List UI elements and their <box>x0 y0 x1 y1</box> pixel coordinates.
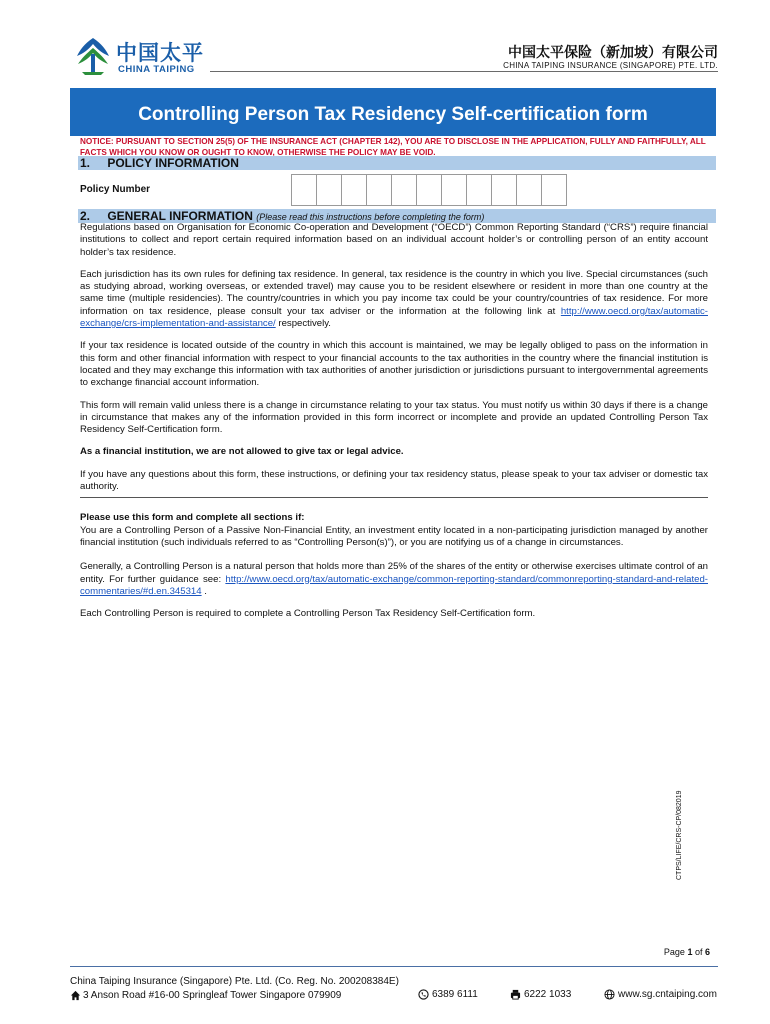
section-2-note: (Please read this instructions before completing the form) <box>256 212 485 222</box>
questions-paragraph: If you have any questions about this form, these instructions, or defining your tax residency status, please speak to your tax adviser or domestic tax authority. <box>80 468 708 493</box>
form-title: Controlling Person Tax Residency Self-certification form <box>70 88 716 136</box>
tax-residence-paragraph: Each jurisdiction has its own rules for defining tax residence. In general, tax residence is the country in which you live. Special circumstances (such as studying abroad, working overseas, or extended travel) may cause you to be resident elsewhere or resident in more than one country at the same time (multiple residencies). The country/countries in which you pay income tax could be your country/countries of tax residence. For more information on tax residence, please consult your tax adviser or the information at the following link at http://www.oecd.org/tax/automatic-exchange/crs-implementation-and-assistance/ respectively. <box>80 268 708 330</box>
section-divider <box>80 497 708 498</box>
policy-number-digit-box[interactable] <box>366 174 392 206</box>
company-name-chinese: 中国太平保险（新加坡）有限公司 <box>508 45 718 61</box>
crs-paragraph: Regulations based on Organisation for Economic Co-operation and Development (“OECD”) Common Reporting Standard (“CRS”) require financial institutions to collect and report certain required information based on an individual account holder’s or controlling person of an entity account holder’s tax residence. <box>80 222 708 258</box>
legal-notice: NOTICE: PURSUANT TO SECTION 25(5) OF THE INSURANCE ACT (CHAPTER 142), YOU ARE TO DISCLOSE IN THE APPLICATION, FULLY AND FAITHFULLY, ALL FACTS WHICH YOU KNOW OR OUGHT TO KNOW, OTHERWISE THE POLICY MAY BE VOID. <box>80 137 706 157</box>
section-2-header <box>78 209 716 223</box>
policy-number-digit-box[interactable] <box>316 174 342 206</box>
controlling-person-definition: Generally, a Controlling Person is a natural person that holds more than 25% of the shares of the entity or otherwise exercises ultimate control of an entity. For further guidance see: http://www.oecd.org/tax/automatic-exchange/common-reporting-standard/commonreporting-standard-and-related-commentaries/#d.en.345314 . <box>80 561 708 597</box>
footer-company: China Taiping Insurance (Singapore) Pte. Ltd. (Co. Reg. No. 200208384E) <box>70 976 399 987</box>
policy-number-digit-box[interactable] <box>291 174 317 206</box>
footer-divider <box>70 966 718 967</box>
footer-website: www.sg.cntaiping.com <box>604 989 717 1000</box>
oecd-crs-implementation-link[interactable]: http://www.oecd.org/tax/automatic-exchange/crs-implementation-and-assistance/ <box>80 305 708 330</box>
page-number: Page 1 of 6 <box>663 947 710 957</box>
usage-paragraph: Please use this form and complete all sections if: You are a Controlling Person of a Passive Non-Financial Entity, an investment entity located in a non-participating jurisdiction managed by another financial institution (such individuals referred to as “Controlling Person(s)”), or you are notifying us of a change in circumstances. <box>80 512 708 548</box>
company-name-english: CHINA TAIPING INSURANCE (SINGAPORE) PTE. LTD. <box>503 61 718 70</box>
header-divider <box>210 71 718 72</box>
general-information-body <box>80 222 708 630</box>
validity-paragraph: This form will remain valid unless there is a change in circumstance relating to your tax status. You must notify us within 30 days if there is a change in circumstance that makes any of the information provided in this form incorrect or incomplete and provide an updated Controlling Person Tax Residency Self-Certification form. <box>80 399 708 436</box>
policy-number-digit-box[interactable] <box>441 174 467 206</box>
section-1-header <box>78 156 716 170</box>
company-logo <box>74 36 214 76</box>
policy-number-digit-box[interactable] <box>541 174 567 206</box>
policy-number-digit-box[interactable] <box>466 174 492 206</box>
section-2-title: GENERAL INFORMATION <box>107 209 253 223</box>
foreign-residence-paragraph: If your tax residence is located outside of the country in which this account is maintained, we may be legally obliged to pass on the information in this form and other financial information with respect to your financial accounts to the tax authorities in the country where the financial institution is located and they may exchange this information with tax authorities of another jurisdiction or jurisdictions pursuant to intergovernmental agreements to exchange financial account information. <box>80 340 708 389</box>
no-advice-statement: As a financial institution, we are not allowed to give tax or legal advice. <box>80 446 404 458</box>
usage-heading: Please use this form and complete all sections if: <box>80 512 305 524</box>
policy-number-digit-box[interactable] <box>491 174 517 206</box>
policy-number-digit-box[interactable] <box>391 174 417 206</box>
logo-english-text: CHINA TAIPING <box>118 64 195 75</box>
section-2-number: 2. <box>80 209 91 223</box>
fax-icon <box>510 989 521 1000</box>
policy-number-input[interactable] <box>292 174 567 206</box>
form-code: CTPS/LIFE/CRS-CP/082019 <box>676 790 683 880</box>
footer-phone: 6389 6111 <box>418 989 478 1000</box>
footer-fax: 6222 1033 <box>510 989 571 1000</box>
policy-number-digit-box[interactable] <box>341 174 367 206</box>
section-1-title: POLICY INFORMATION <box>107 156 239 170</box>
policy-number-digit-box[interactable] <box>416 174 442 206</box>
home-icon <box>70 990 81 1001</box>
footer-address: 3 Anson Road #16-00 Springleaf Tower Singapore 079909 <box>70 990 341 1001</box>
oecd-crs-commentaries-link[interactable]: http://www.oecd.org/tax/automatic-exchange/common-reporting-standard/commonreporting-standard-and-related-commentaries/#d.en.345314 <box>80 573 708 597</box>
taiping-emblem-icon <box>74 36 112 76</box>
completion-requirement: Each Controlling Person is required to complete a Controlling Person Tax Residency Self-Certification form. <box>80 608 536 620</box>
policy-number-digit-box[interactable] <box>516 174 542 206</box>
logo-chinese-text: 中国太平 <box>116 41 204 65</box>
policy-number-label: Policy Number <box>80 184 151 195</box>
globe-icon <box>604 989 615 1000</box>
phone-icon <box>418 989 429 1000</box>
section-1-number: 1. <box>80 156 91 170</box>
